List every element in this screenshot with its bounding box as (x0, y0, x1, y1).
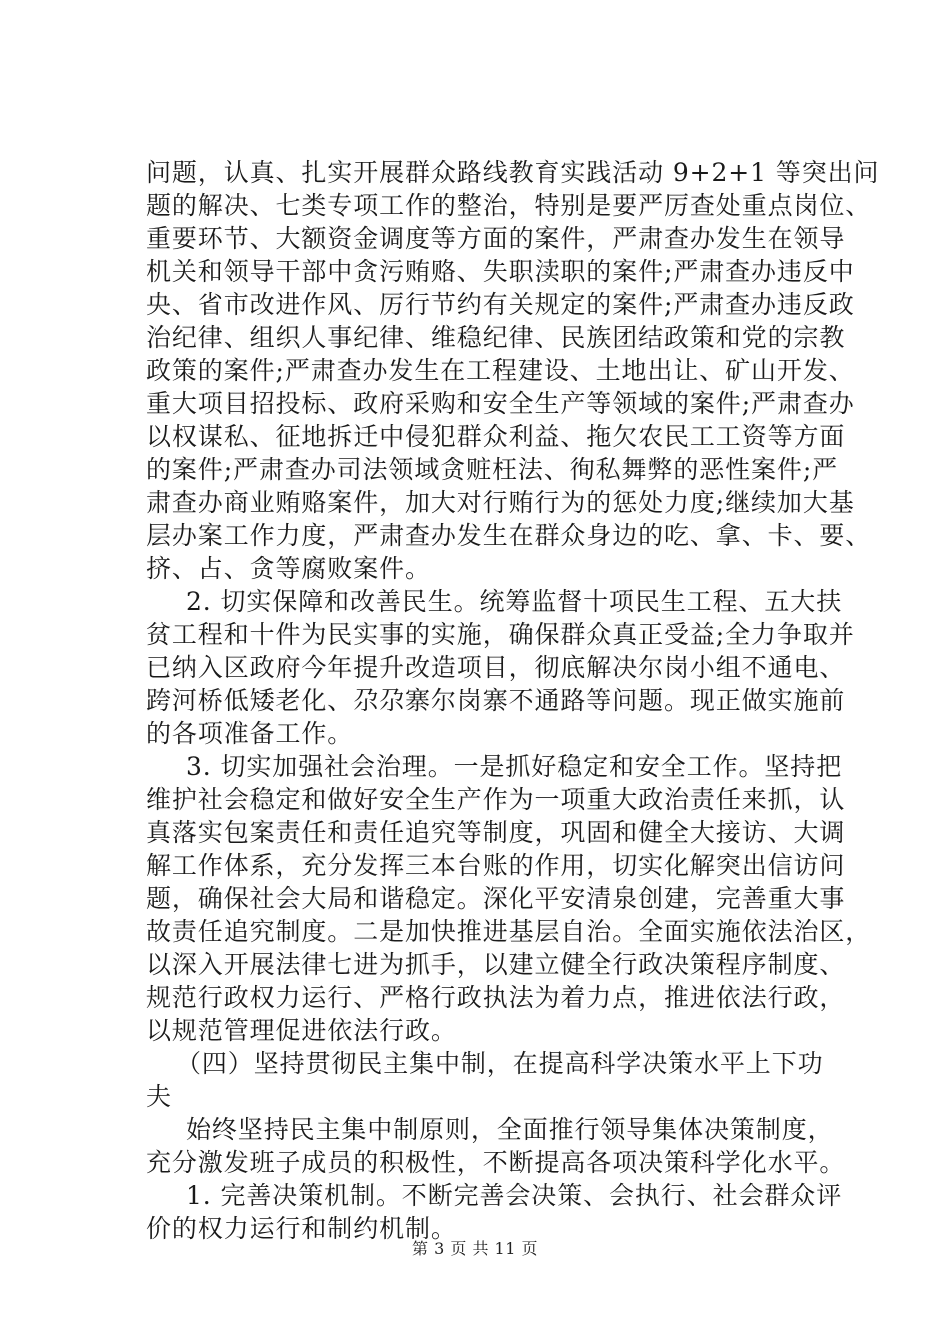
section-heading-cont: 夫 (146, 1082, 172, 1111)
text-line: 重要环节、大额资金调度等方面的案件，严肃查办发生在领导 (146, 224, 846, 253)
text-line: 价的权力运行和制约机制。 (146, 1214, 457, 1243)
text-line: 规范行政权力运行、严格行政执法为着力点，推进依法行政， (146, 983, 846, 1012)
text-line: 央、省市改进作风、厉行节约有关规定的案件;严肃查办违反政 (146, 290, 855, 319)
text-line: 充分激发班子成员的积极性，不断提高各项决策科学化水平。 (146, 1148, 846, 1177)
text-line: 真落实包案责任和责任追究等制度，巩固和健全大接访、大调 (146, 818, 846, 847)
text-line: 机关和领导干部中贪污贿赂、失职渎职的案件;严肃查办违反中 (146, 257, 855, 286)
text-line: 以深入开展法律七进为抓手，以建立健全行政决策程序制度、 (146, 950, 846, 979)
text-line: 解工作体系，充分发挥三本台账的作用，切实化解突出信访问 (146, 851, 846, 880)
text-line: 重大项目招投标、政府采购和安全生产等领域的案件;严肃查办 (146, 389, 855, 418)
text-line: 维护社会稳定和做好安全生产作为一项重大政治责任来抓，认 (146, 785, 846, 814)
text-line: 题，确保社会大局和谐稳定。深化平安清泉创建，完善重大事 (146, 884, 846, 913)
text-line: 层办案工作力度，严肃查办发生在群众身边的吃、拿、卡、要、 (146, 521, 872, 550)
text-line: 故责任追究制度。二是加快推进基层自治。全面实施依法治区， (146, 917, 872, 946)
text-line: 问题，认真、扎实开展群众路线教育实践活动 9+2+1 等突出问 (146, 158, 880, 187)
paragraph-start: 1. 完善决策机制。不断完善会决策、会执行、社会群众评 (186, 1181, 843, 1210)
paragraph-start: 始终坚持民主集中制原则，全面推行领导集体决策制度， (186, 1115, 834, 1144)
text-line: 治纪律、组织人事纪律、维稳纪律、民族团结政策和党的宗教 (146, 323, 846, 352)
text-line: 挤、占、贪等腐败案件。 (146, 554, 431, 583)
text-line: 的案件;严肃查办司法领域贪赃枉法、徇私舞弊的恶性案件;严 (146, 455, 839, 484)
page-number-footer: 第 3 页 共 11 页 (412, 1239, 538, 1258)
body-text (146, 156, 880, 1245)
text-line: 跨河桥低矮老化、尕尕寨尔岗寨不通路等问题。现正做实施前 (146, 686, 846, 715)
text-line: 政策的案件;严肃查办发生在工程建设、土地出让、矿山开发、 (146, 356, 855, 385)
text-line: 肃查办商业贿赂案件，加大对行贿行为的惩处力度;继续加大基 (146, 488, 855, 517)
text-line: 以权谋私、征地拆迁中侵犯群众利益、拖欠农民工工资等方面 (146, 422, 846, 451)
text-line: 已纳入区政府今年提升改造项目，彻底解决尔岗小组不通电、 (146, 653, 846, 682)
section-heading: （四）坚持贯彻民主集中制，在提高科学决策水平上下功 (176, 1049, 824, 1078)
text-line: 贫工程和十件为民实事的实施，确保群众真正受益;全力争取并 (146, 620, 855, 649)
paragraph-start: 2. 切实保障和改善民生。统筹监督十项民生工程、五大扶 (186, 587, 843, 616)
paragraph-start: 3. 切实加强社会治理。一是抓好稳定和安全工作。坚持把 (186, 752, 843, 781)
text-line: 的各项准备工作。 (146, 719, 354, 748)
text-line: 以规范管理促进依法行政。 (146, 1016, 457, 1045)
text-line: 题的解决、七类专项工作的整治，特别是要严厉查处重点岗位、 (146, 191, 872, 220)
